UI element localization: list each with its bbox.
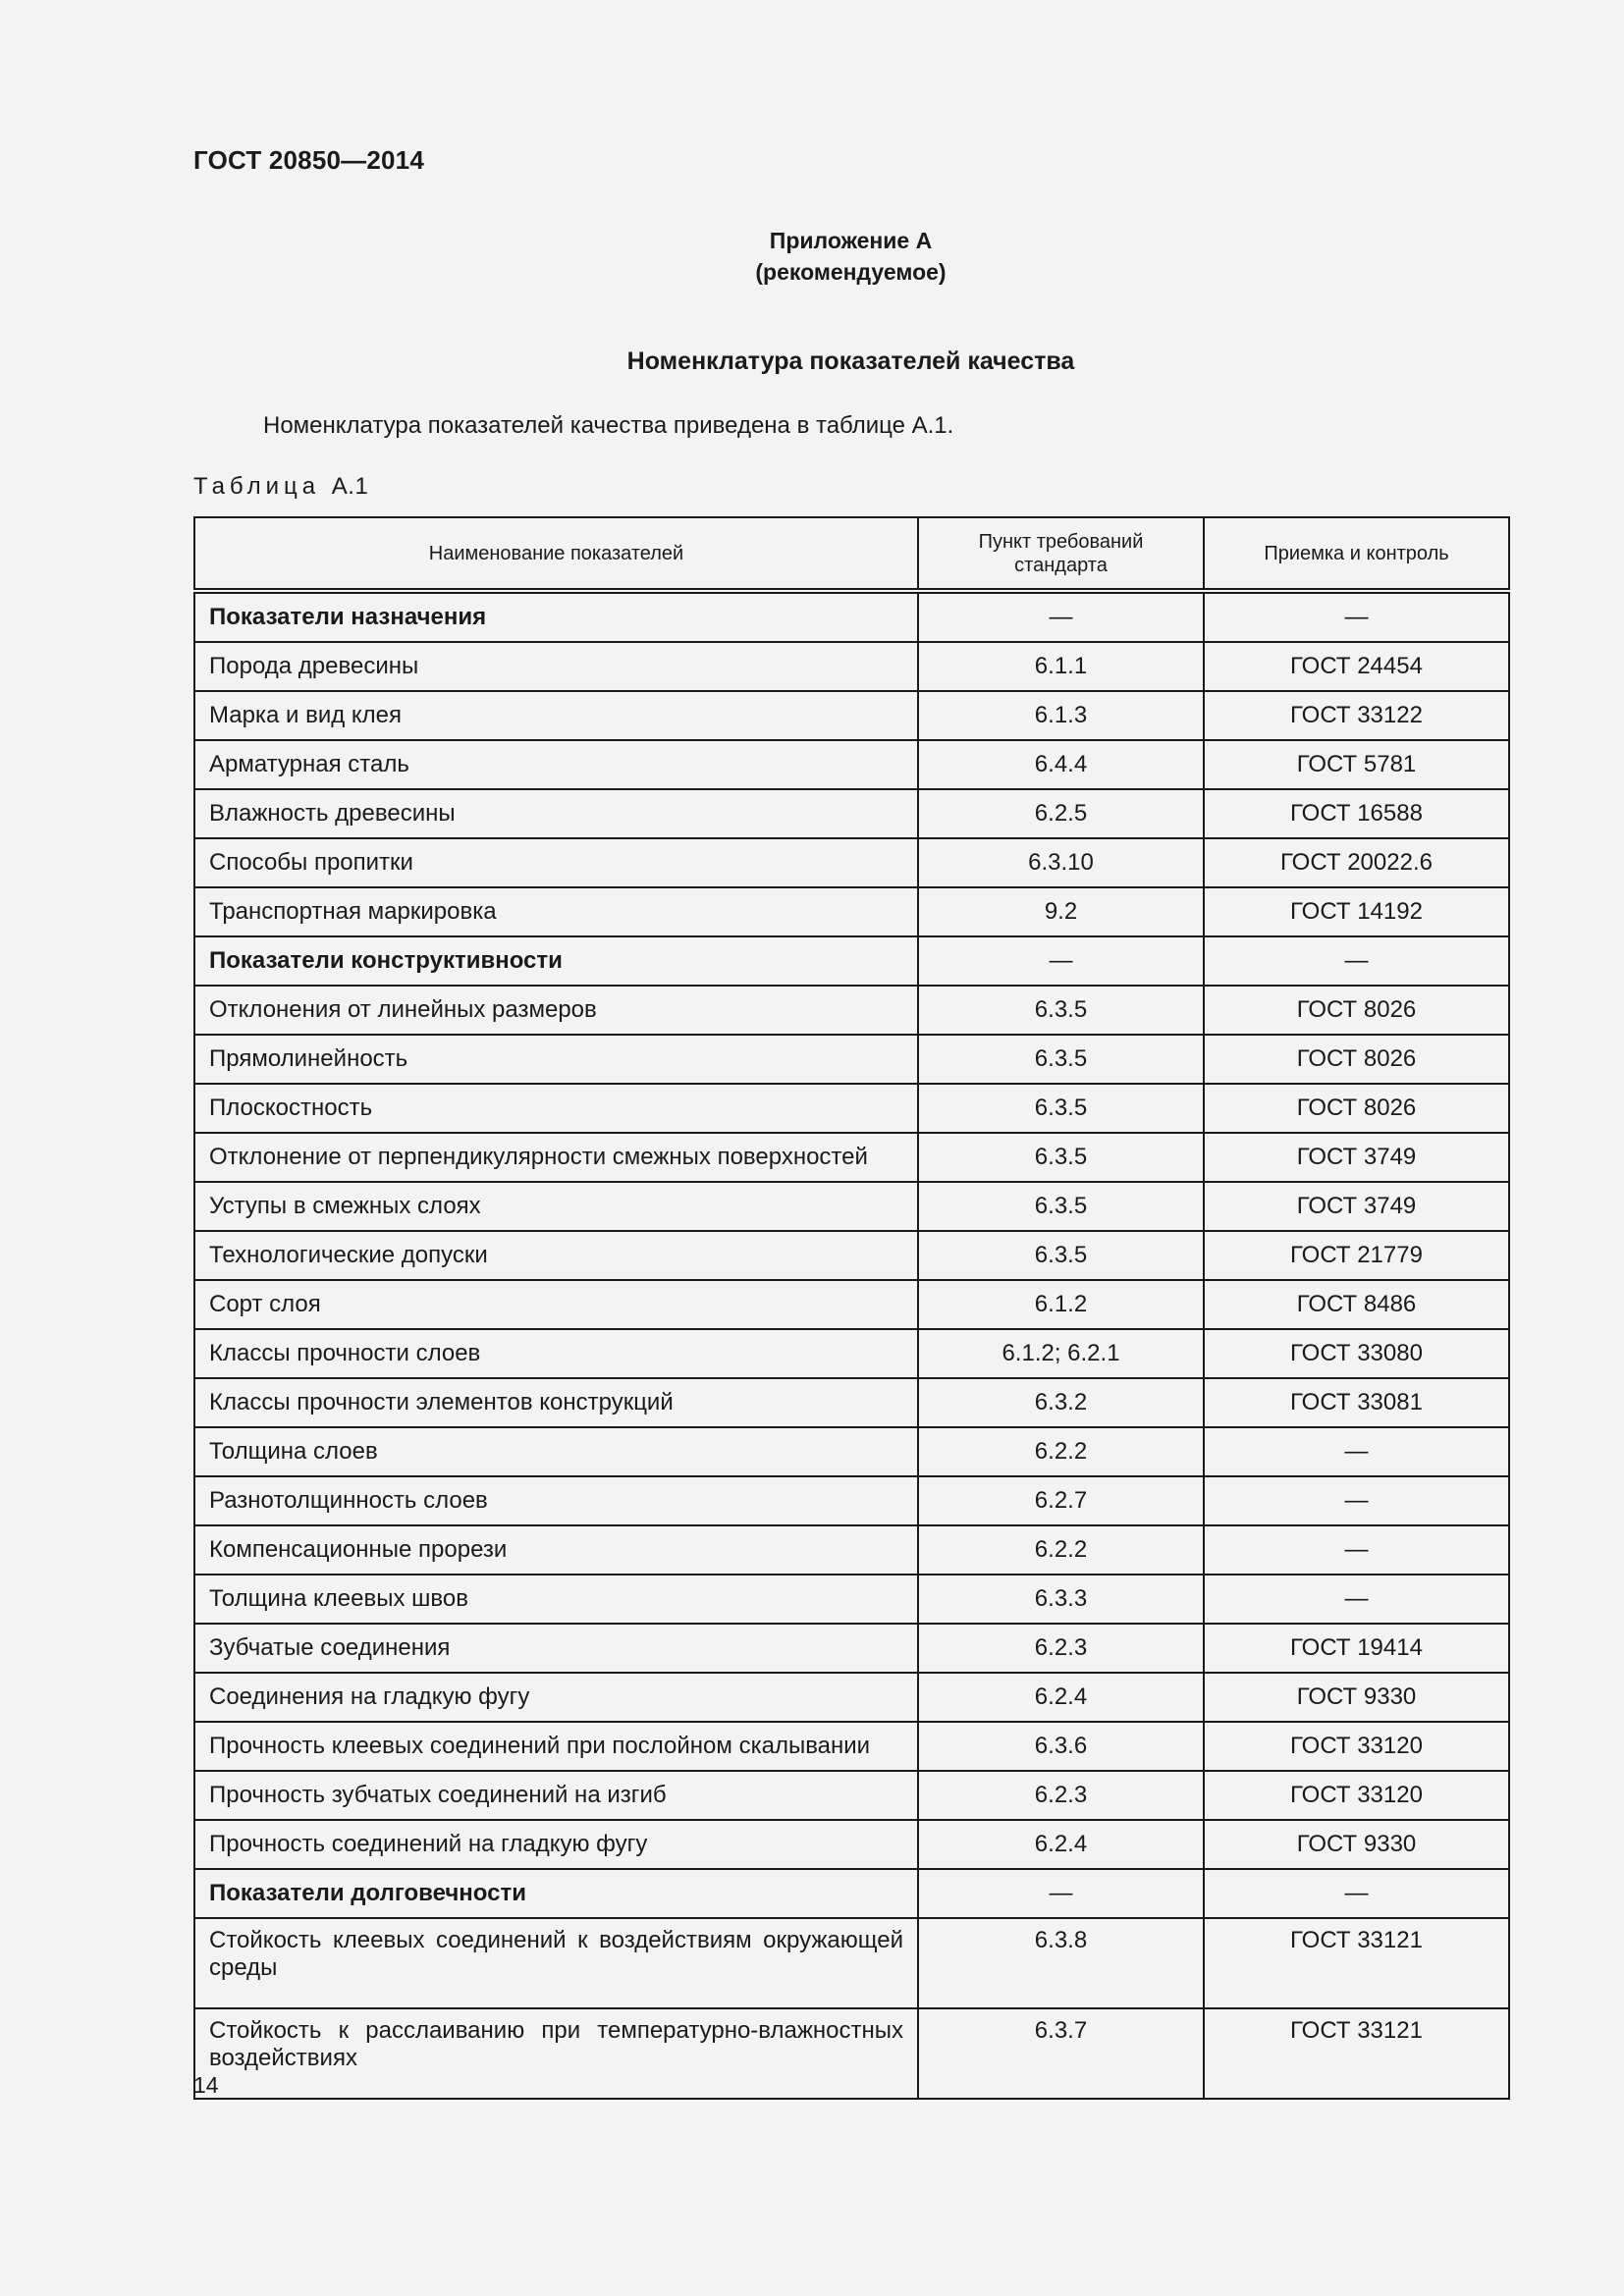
clause-cell: 6.3.5 — [918, 1035, 1204, 1084]
table-row — [194, 1771, 1509, 1820]
table-section-row — [194, 936, 1509, 986]
indicator-name-cell: Разнотолщинность слоев — [194, 1476, 918, 1525]
clause-cell: 6.3.5 — [918, 1231, 1204, 1280]
control-cell: ГОСТ 33121 — [1204, 2008, 1509, 2099]
indicator-name-cell: Прочность зубчатых соединений на изгиб — [194, 1771, 918, 1820]
table-row — [194, 1280, 1509, 1329]
table-row — [194, 642, 1509, 691]
clause-cell: 6.2.2 — [918, 1427, 1204, 1476]
table-row — [194, 1673, 1509, 1722]
control-cell: ГОСТ 9330 — [1204, 1820, 1509, 1869]
control-cell: ГОСТ 8026 — [1204, 1084, 1509, 1133]
clause-cell: — — [918, 1869, 1204, 1918]
header-clause: Пункт требований стандарта — [918, 517, 1204, 591]
appendix-heading — [0, 225, 1624, 288]
indicator-name-cell: Компенсационные прорези — [194, 1525, 918, 1575]
indicator-name-cell: Классы прочности слоев — [194, 1329, 918, 1378]
table-row — [194, 2008, 1509, 2099]
clause-cell: — — [918, 591, 1204, 642]
indicator-name-cell: Транспортная маркировка — [194, 887, 918, 936]
indicator-name-cell: Показатели конструктивности — [194, 936, 918, 986]
control-cell: ГОСТ 33121 — [1204, 1918, 1509, 2008]
indicator-name-cell: Влажность древесины — [194, 789, 918, 838]
quality-indicators-table — [193, 516, 1510, 2100]
control-cell: ГОСТ 14192 — [1204, 887, 1509, 936]
table-section-row — [194, 591, 1509, 642]
clause-cell: 6.1.2; 6.2.1 — [918, 1329, 1204, 1378]
control-cell: ГОСТ 5781 — [1204, 740, 1509, 789]
table-row — [194, 838, 1509, 887]
table-row — [194, 887, 1509, 936]
control-cell: — — [1204, 591, 1509, 642]
table-row — [194, 740, 1509, 789]
clause-cell: 6.3.2 — [918, 1378, 1204, 1427]
clause-cell: — — [918, 936, 1204, 986]
indicator-name-cell: Уступы в смежных слоях — [194, 1182, 918, 1231]
indicator-name-cell: Марка и вид клея — [194, 691, 918, 740]
control-cell: ГОСТ 3749 — [1204, 1133, 1509, 1182]
table-row — [194, 1476, 1509, 1525]
control-cell: — — [1204, 1476, 1509, 1525]
control-cell: ГОСТ 33120 — [1204, 1771, 1509, 1820]
table-row — [194, 1182, 1509, 1231]
control-cell: — — [1204, 1525, 1509, 1575]
indicator-name-cell: Классы прочности элементов конструкций — [194, 1378, 918, 1427]
indicator-name-cell: Толщина слоев — [194, 1427, 918, 1476]
clause-cell: 6.1.1 — [918, 642, 1204, 691]
indicator-name-cell: Показатели долговечности — [194, 1869, 918, 1918]
control-cell: ГОСТ 19414 — [1204, 1624, 1509, 1673]
table-row — [194, 691, 1509, 740]
indicator-name-cell: Соединения на гладкую фугу — [194, 1673, 918, 1722]
table-row — [194, 1525, 1509, 1575]
header-control: Приемка и контроль — [1204, 517, 1509, 591]
clause-cell: 6.3.8 — [918, 1918, 1204, 2008]
indicator-name-cell: Толщина клеевых швов — [194, 1575, 918, 1624]
indicator-name-cell: Зубчатые соединения — [194, 1624, 918, 1673]
clause-cell: 6.1.2 — [918, 1280, 1204, 1329]
table-row — [194, 1427, 1509, 1476]
clause-cell: 6.1.3 — [918, 691, 1204, 740]
indicator-name-cell: Показатели назначения — [194, 591, 918, 642]
clause-cell: 6.3.5 — [918, 1084, 1204, 1133]
clause-cell: 6.2.3 — [918, 1624, 1204, 1673]
table-header-row — [194, 517, 1509, 591]
control-cell: ГОСТ 16588 — [1204, 789, 1509, 838]
table-row — [194, 1084, 1509, 1133]
control-cell: — — [1204, 1427, 1509, 1476]
control-cell: ГОСТ 21779 — [1204, 1231, 1509, 1280]
control-cell: ГОСТ 33080 — [1204, 1329, 1509, 1378]
section-title: Номенклатура показателей качества — [626, 347, 1075, 375]
control-cell: ГОСТ 33081 — [1204, 1378, 1509, 1427]
indicator-name-cell: Стойкость к расслаиванию при температурно-влажностных воздействиях — [194, 2008, 918, 2099]
indicator-name-cell: Прочность клеевых соединений при послойном скалывании — [194, 1722, 918, 1771]
indicator-name-cell: Отклонения от линейных размеров — [194, 986, 918, 1035]
clause-cell: 6.3.6 — [918, 1722, 1204, 1771]
clause-cell: 6.2.2 — [918, 1525, 1204, 1575]
clause-cell: 6.3.7 — [918, 2008, 1204, 2099]
appendix-status: (рекомендуемое) — [755, 259, 947, 285]
clause-cell: 6.2.3 — [918, 1771, 1204, 1820]
control-cell: — — [1204, 936, 1509, 986]
table-row — [194, 1329, 1509, 1378]
control-cell: ГОСТ 9330 — [1204, 1673, 1509, 1722]
clause-cell: 6.3.5 — [918, 986, 1204, 1035]
table-row — [194, 1378, 1509, 1427]
clause-cell: 6.3.3 — [918, 1575, 1204, 1624]
indicator-name-cell: Прочность соединений на гладкую фугу — [194, 1820, 918, 1869]
table-row — [194, 1133, 1509, 1182]
indicator-name-cell: Прямолинейность — [194, 1035, 918, 1084]
table-body — [194, 591, 1509, 2099]
page-number: 14 — [193, 2072, 219, 2098]
table-row — [194, 986, 1509, 1035]
control-cell: ГОСТ 33122 — [1204, 691, 1509, 740]
table-row — [194, 1035, 1509, 1084]
indicator-name-cell: Технологические допуски — [194, 1231, 918, 1280]
control-cell: ГОСТ 24454 — [1204, 642, 1509, 691]
indicator-name-cell: Отклонение от перпендикулярности смежных поверхностей — [194, 1133, 918, 1182]
table-caption-word: Таблица — [193, 473, 321, 500]
table-row — [194, 1722, 1509, 1771]
table-row — [194, 1231, 1509, 1280]
table-row — [194, 1624, 1509, 1673]
clause-cell: 6.2.7 — [918, 1476, 1204, 1525]
control-cell: ГОСТ 8026 — [1204, 1035, 1509, 1084]
table-caption-number: А.1 — [331, 473, 369, 500]
clause-cell: 6.3.5 — [918, 1133, 1204, 1182]
clause-cell: 6.3.5 — [918, 1182, 1204, 1231]
clause-cell: 9.2 — [918, 887, 1204, 936]
clause-cell: 6.2.5 — [918, 789, 1204, 838]
indicator-name-cell: Сорт слоя — [194, 1280, 918, 1329]
clause-cell: 6.3.10 — [918, 838, 1204, 887]
clause-cell: 6.2.4 — [918, 1673, 1204, 1722]
clause-cell: 6.2.4 — [918, 1820, 1204, 1869]
control-cell: — — [1204, 1869, 1509, 1918]
control-cell: ГОСТ 3749 — [1204, 1182, 1509, 1231]
control-cell: ГОСТ 33120 — [1204, 1722, 1509, 1771]
control-cell: ГОСТ 20022.6 — [1204, 838, 1509, 887]
appendix-title: Приложение А — [769, 228, 933, 253]
header-indicator-name: Наименование показателей — [194, 517, 918, 591]
indicator-name-cell: Плоскостность — [194, 1084, 918, 1133]
indicator-name-cell: Арматурная сталь — [194, 740, 918, 789]
control-cell: ГОСТ 8026 — [1204, 986, 1509, 1035]
table-section-row — [194, 1869, 1509, 1918]
document-code: ГОСТ 20850—2014 — [193, 145, 424, 175]
table-caption — [193, 473, 368, 501]
intro-paragraph: Номенклатура показателей качества приведена в таблице А.1. — [263, 412, 954, 439]
clause-cell: 6.4.4 — [918, 740, 1204, 789]
table-row — [194, 1575, 1509, 1624]
control-cell: ГОСТ 8486 — [1204, 1280, 1509, 1329]
indicator-name-cell: Способы пропитки — [194, 838, 918, 887]
table-row — [194, 1820, 1509, 1869]
table-row — [194, 1918, 1509, 2008]
indicator-name-cell: Стойкость клеевых соединений к воздействиям окружающей среды — [194, 1918, 918, 2008]
indicator-name-cell: Порода древесины — [194, 642, 918, 691]
table-row — [194, 789, 1509, 838]
control-cell: — — [1204, 1575, 1509, 1624]
